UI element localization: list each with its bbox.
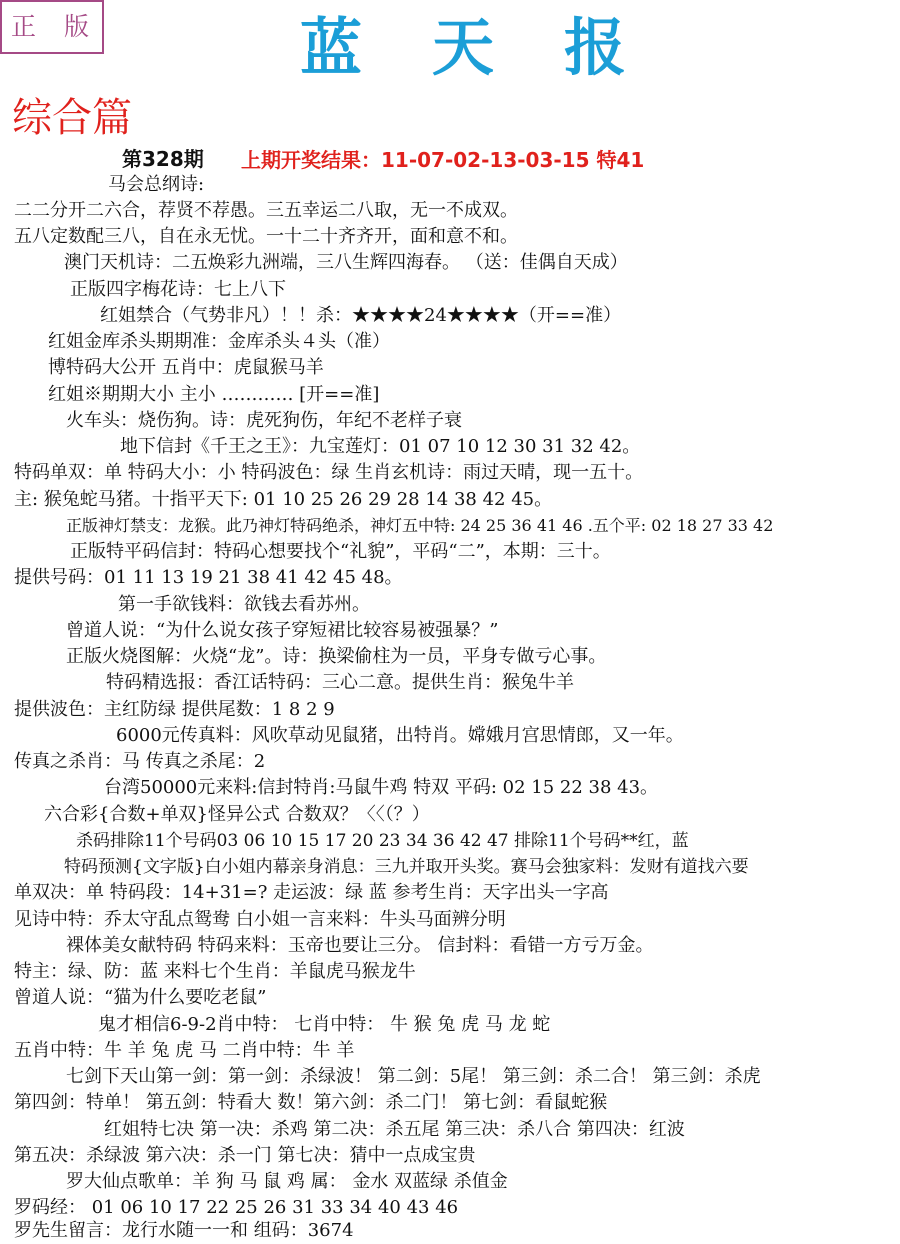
text-line: 正版火烧图解：火烧“龙”。诗：换梁偷柱为一员，平身专做亏心事。 bbox=[66, 646, 607, 667]
text-line: 单双决：单 特码段：14+31=? 走运波：绿 蓝 参考生肖：天字出头一字高 bbox=[14, 882, 609, 903]
issue-number: 第328期 bbox=[122, 147, 204, 171]
text-line: 红姐金库杀头期期准：金库杀头４头（准） bbox=[48, 331, 390, 352]
text-line: 提供号码：01 11 13 19 21 38 41 42 45 48。 bbox=[14, 567, 403, 588]
last-result: 上期开奖结果：11-07-02-13-03-15 特41 bbox=[241, 148, 645, 172]
text-line: 特码预测{文字版}白小姐内幕亲身消息：三九并取开头奖。赛马会独家料：发财有道找六要 bbox=[64, 857, 749, 877]
text-line: 正版神灯禁支：龙猴。此乃神灯特码绝杀，神灯五中特: 24 25 36 41 46 .五个平: 02 18 27 33 42 bbox=[66, 516, 774, 535]
text-line: 红姐※期期大小 主小 ………… [开==准] bbox=[48, 384, 380, 405]
text-line: 火车头：烧伤狗。诗：虎死狗伤，年纪不老样子衰 bbox=[66, 410, 462, 431]
text-line: 正版特平码信封：特码心想要找个“礼貌”，平码“二”，本期：三十。 bbox=[70, 541, 611, 562]
edition-stamp: 正 版 bbox=[0, 0, 104, 54]
text-line: 红姐特七决 第一决：杀鸡 第二决：杀五尾 第三决：杀八合 第四决：红波 bbox=[104, 1119, 685, 1140]
text-line: 鬼才相信6-9-2肖中特： 七肖中特： 牛 猴 兔 虎 马 龙 蛇 bbox=[98, 1014, 551, 1035]
text-line: 传真之杀肖：马 传真之杀尾：2 bbox=[14, 751, 266, 772]
text-line: 红姐禁合（气势非凡）！！杀：★★★★24★★★★（开==准） bbox=[100, 305, 622, 326]
text-line: 见诗中特：乔太守乱点鸳鸯 白小姐一言来料：牛头马面辨分明 bbox=[14, 909, 506, 930]
page-title: 蓝天报 bbox=[300, 11, 697, 84]
text-line: 博特码大公开 五肖中：虎鼠猴马羊 bbox=[48, 357, 324, 378]
text-line: 马会总纲诗: bbox=[108, 174, 205, 195]
text-line: 6000元传真料：风吹草动见鼠猪，出特肖。嫦娥月宫思情郎，又一年。 bbox=[116, 725, 684, 746]
text-line: 罗先生留言：龙行水随一一和 组码：3674 bbox=[14, 1220, 354, 1241]
text-line: 曾道人说：“为什么说女孩子穿短裙比较容易被强暴？” bbox=[66, 620, 499, 641]
text-line: 五肖中特：牛 羊 兔 虎 马 二肖中特：牛 羊 bbox=[14, 1040, 355, 1061]
text-line: 特码精选报：香江话特码：三心二意。提供生肖：猴兔牛羊 bbox=[106, 672, 574, 693]
text-line: 裸体美女献特码 特码来料：玉帝也要让三分。 信封料：看错一方亏万金。 bbox=[66, 935, 654, 956]
text-line: 七剑下天山第一剑：第一剑：杀绿波！ 第二剑：5尾！ 第三剑：杀二合！ 第三剑：杀虎 bbox=[66, 1066, 761, 1087]
text-line: 第一手欲钱料：欲钱去看苏州。 bbox=[118, 594, 370, 615]
text-line: 澳门天机诗：二五焕彩九洲端，三八生辉四海春。 （送：佳偶自天成） bbox=[64, 252, 628, 273]
text-line: 第五决：杀绿波 第六决：杀一门 第七决：猜中一点成宝贵 bbox=[14, 1145, 476, 1166]
text-line: 特码单双：单 特码大小：小 特码波色：绿 生肖玄机诗：雨过天晴，现一五十。 bbox=[14, 462, 644, 483]
text-line: 曾道人说：“猫为什么要吃老鼠” bbox=[14, 987, 267, 1008]
text-line: 正版四字梅花诗：七上八下 bbox=[70, 279, 286, 300]
text-line: 罗大仙点歌单：羊 狗 马 鼠 鸡 属： 金水 双蓝绿 杀值金 bbox=[66, 1171, 508, 1192]
text-line: 五八定数配三八，自在永无忧。一十二十齐齐开，面和意不和。 bbox=[14, 226, 518, 247]
text-line: 台湾50000元来料:信封特肖:马鼠牛鸡 特双 平码: 02 15 22 38 43。 bbox=[104, 777, 659, 798]
text-line: 特主：绿、防：蓝 来料七个生肖：羊鼠虎马猴龙牛 bbox=[14, 961, 416, 982]
text-line: 提供波色：主红防绿 提供尾数：1 8 2 9 bbox=[14, 699, 335, 720]
text-line: 二二分开二六合，荐贤不荐愚。三五幸运二八取，无一不成双。 bbox=[14, 200, 518, 221]
text-line: 六合彩{合数+单双}怪异公式 合数双？〈〈（？） bbox=[44, 804, 430, 825]
text-line: 主: 猴兔蛇马猪。十指平天下: 01 10 25 26 29 28 14 38 42 45。 bbox=[14, 489, 553, 510]
text-line: 第四剑：特单！ 第五剑：特看大 数！第六剑：杀二门！ 第七剑：看鼠蛇猴 bbox=[14, 1092, 608, 1113]
text-line: 罗码经： 01 06 10 17 22 25 26 31 33 34 40 43 46 bbox=[14, 1197, 459, 1218]
text-line: 杀码排除11个号码03 06 10 15 17 20 23 34 36 42 47 排除11个号码**红，蓝 bbox=[76, 831, 689, 851]
text-line: 地下信封《千王之王》：九宝莲灯：01 07 10 12 30 31 32 42。 bbox=[120, 436, 641, 457]
section-title: 综合篇 bbox=[12, 95, 132, 141]
